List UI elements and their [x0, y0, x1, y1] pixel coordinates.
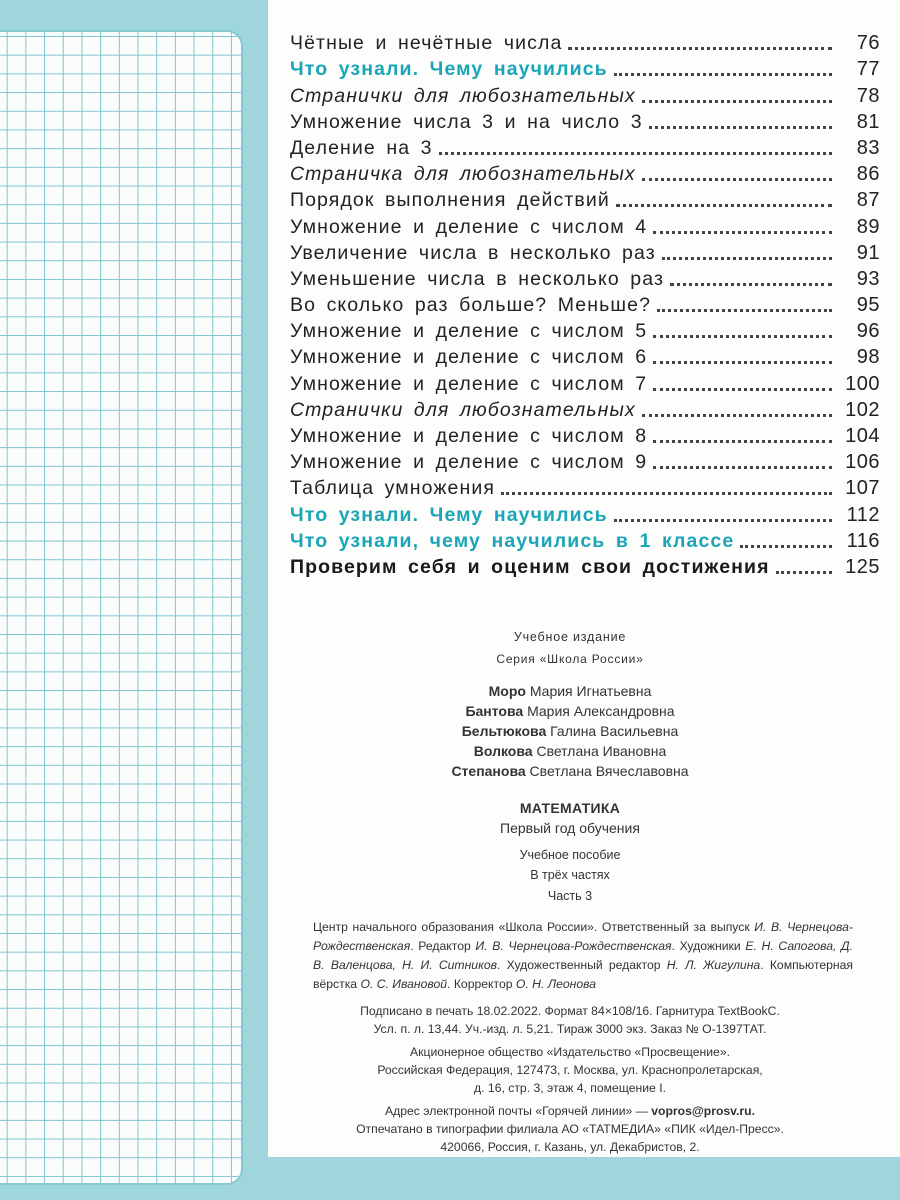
publisher-name: Акционерное общество «Издательство «Просвещение». — [410, 1045, 730, 1059]
toc-entry-title: Во сколько раз больше? Меньше? — [290, 294, 657, 317]
printer-address: 420066, Россия, г. Казань, ул. Декабристов, 2. — [440, 1140, 700, 1154]
toc-entry — [290, 500, 880, 526]
toc-entry — [290, 369, 880, 395]
author-name: Светлана Ивановна — [536, 743, 667, 759]
art-editor-name: Н. Л. Жигулина — [666, 958, 761, 972]
toc-entry-title: Что узнали. Чему научились — [290, 504, 614, 527]
toc-leader-dots — [614, 519, 832, 522]
toc-leader-dots — [614, 73, 832, 76]
toc-entry-title: Что узнали. Чему научились — [290, 58, 614, 81]
toc-leader-dots — [653, 231, 832, 234]
artists-names: Е. Н. Сапогова, Д. В. Валенцова, Н. И. Ситников — [313, 939, 853, 972]
toc-entry — [290, 134, 880, 160]
credits-text: Центр начального образования «Школа России». Ответственный за выпуск — [313, 920, 755, 934]
toc-entry-page: 76 — [856, 32, 880, 55]
author-line — [300, 741, 840, 761]
toc-entry — [290, 527, 880, 553]
toc-leader-dots — [653, 335, 832, 338]
toc-entry-title: Умножение и деление с числом 6 — [290, 346, 653, 369]
toc-entry-page: 86 — [856, 163, 880, 186]
toc-entry-page: 77 — [856, 58, 880, 81]
email-address[interactable]: vopros@prosv.ru. — [651, 1104, 756, 1118]
toc-entry-title: Увеличение числа в несколько раз — [290, 242, 662, 265]
edition-label: Учебное издание — [513, 630, 627, 644]
toc-entry-page: 87 — [856, 189, 880, 212]
author-line — [300, 701, 840, 721]
toc-entry-title: Порядок выполнения действий — [290, 189, 616, 212]
toc-entry-title: Умножение и деление с числом 5 — [290, 320, 653, 343]
toc-entry-title: Умножение числа 3 и на число 3 — [290, 111, 649, 134]
toc-entry — [290, 55, 880, 81]
toc-entry-page: 107 — [845, 477, 880, 500]
responsible-name: И. В. Чернецова-Рождественская — [313, 920, 853, 953]
toc-entry — [290, 108, 880, 134]
sheets-info: Усл. п. л. 13,44. Уч.-изд. л. 5,21. Тираж 3000 экз. Заказ № О-1397ТАТ. — [373, 1022, 767, 1036]
toc-entry-title: Что узнали, чему научились в 1 классе — [290, 530, 740, 553]
toc-leader-dots — [568, 47, 832, 50]
editor-name: И. В. Чернецова-Рождественская — [475, 939, 672, 953]
toc-entry-page: 96 — [856, 320, 880, 343]
author-line — [300, 761, 840, 781]
author-surname: Бантова — [465, 703, 524, 719]
toc-entry-page: 91 — [856, 241, 880, 264]
toc-entry-page: 95 — [856, 294, 880, 317]
toc-entry — [290, 291, 880, 317]
author-name: Мария Игнатьевна — [529, 683, 652, 699]
toc-entry-page: 112 — [846, 503, 880, 526]
book-type: Учебное пособие — [519, 848, 621, 862]
toc-entry-title: Странички для любознательных — [290, 399, 642, 422]
toc-leader-dots — [439, 152, 832, 155]
toc-entry-title: Странички для любознательных — [290, 85, 642, 108]
author-name: Галина Васильевна — [550, 723, 679, 739]
authors-list — [300, 681, 840, 781]
publisher-address-2: д. 16, стр. 3, этаж 4, помещение I. — [474, 1081, 666, 1095]
toc-leader-dots — [501, 492, 832, 495]
table-of-contents — [290, 29, 880, 579]
toc-leader-dots — [657, 309, 832, 312]
toc-entry-page: 100 — [845, 372, 880, 395]
toc-entry-page: 89 — [856, 215, 880, 238]
toc-entry-page: 98 — [856, 346, 880, 369]
toc-entry-title: Умножение и деление с числом 8 — [290, 425, 653, 448]
toc-leader-dots — [670, 283, 832, 286]
hotline-email — [300, 1102, 840, 1121]
toc-entry-page: 104 — [845, 425, 880, 447]
toc-entry — [290, 396, 880, 422]
publisher-address: Российская Федерация, 127473, г. Москва, ул. Краснопролетарская, — [377, 1063, 763, 1077]
credits-text: . Художники — [671, 939, 746, 953]
toc-entry-page: 83 — [856, 136, 880, 159]
toc-leader-dots — [642, 414, 832, 417]
toc-entry-title: Деление на 3 — [290, 137, 439, 160]
toc-leader-dots — [776, 571, 832, 574]
book-title: МАТЕМАТИКА — [519, 800, 621, 816]
book-part: Часть 3 — [547, 889, 593, 903]
toc-leader-dots — [662, 257, 832, 260]
toc-entry-title: Уменьшение числа в несколько раз — [290, 268, 670, 291]
toc-entry-title: Умножение и деление с числом 7 — [290, 373, 653, 396]
credits-text: . Корректор — [447, 977, 516, 991]
toc-entry — [290, 265, 880, 291]
toc-entry-title: Страничка для любознательных — [290, 163, 642, 186]
credits-text: . Художественный редактор — [496, 958, 667, 972]
toc-entry — [290, 343, 880, 369]
toc-entry-page: 106 — [845, 451, 880, 474]
toc-entry-page: 93 — [856, 267, 880, 290]
toc-entry — [290, 239, 880, 265]
toc-leader-dots — [653, 466, 832, 469]
corrector-name: О. Н. Леонова — [515, 977, 596, 991]
toc-entry-page: 81 — [856, 110, 880, 133]
toc-leader-dots — [653, 388, 832, 391]
author-line — [300, 721, 840, 741]
grid-paper-page — [0, 30, 243, 1185]
author-name: Светлана Вячеславовна — [529, 763, 689, 779]
author-surname: Степанова — [451, 763, 526, 779]
email-label: Адрес электронной почты «Горячей линии» — — [384, 1104, 648, 1118]
author-surname: Бельтюкова — [461, 723, 547, 739]
toc-entry-page: 102 — [845, 398, 880, 421]
author-surname: Волкова — [473, 743, 533, 759]
toc-entry-title: Таблица умножения — [290, 477, 501, 500]
credits-text: . Редактор — [410, 939, 476, 953]
credits-text: . Компьютерная вёрстка — [313, 958, 854, 991]
toc-entry-page: 116 — [846, 529, 880, 552]
toc-entry-title: Умножение и деление с числом 9 — [290, 451, 653, 474]
toc-entry — [290, 29, 880, 55]
author-surname: Моро — [488, 683, 526, 699]
book-subtitle: Первый год обучения — [500, 820, 640, 836]
toc-entry — [290, 212, 880, 238]
author-line — [300, 681, 840, 701]
toc-leader-dots — [653, 361, 832, 364]
toc-entry — [290, 553, 880, 579]
author-name: Мария Александровна — [527, 703, 675, 719]
toc-entry — [290, 81, 880, 107]
toc-entry — [290, 474, 880, 500]
toc-entry-page: 125 — [845, 555, 880, 578]
toc-leader-dots — [616, 204, 832, 207]
toc-entry — [290, 422, 880, 448]
series-label: Серия «Школа России» — [496, 652, 644, 666]
toc-leader-dots — [740, 545, 832, 548]
toc-leader-dots — [649, 126, 832, 129]
toc-entry-title: Проверим себя и оценим свои достижения — [290, 556, 776, 579]
toc-leader-dots — [653, 440, 832, 443]
layout-name: О. С. Ивановой — [360, 977, 448, 991]
printer-info: Отпечатано в типографии филиала АО «ТАТМЕДИА» «ПИК «Идел-Пресс». — [356, 1122, 784, 1136]
credits-paragraph — [313, 918, 853, 994]
toc-leader-dots — [642, 100, 832, 103]
toc-entry — [290, 160, 880, 186]
toc-entry-page: 78 — [856, 84, 880, 107]
toc-entry — [290, 448, 880, 474]
toc-entry-title: Чётные и нечётные числа — [290, 32, 568, 55]
toc-entry — [290, 186, 880, 212]
toc-entry — [290, 317, 880, 343]
toc-leader-dots — [642, 178, 832, 181]
book-parts: В трёх частях — [530, 868, 610, 882]
toc-entry-title: Умножение и деление с числом 4 — [290, 216, 653, 239]
signed-info: Подписано в печать 18.02.2022. Формат 84×108/16. Гарнитура TextBookC. — [360, 1004, 780, 1018]
